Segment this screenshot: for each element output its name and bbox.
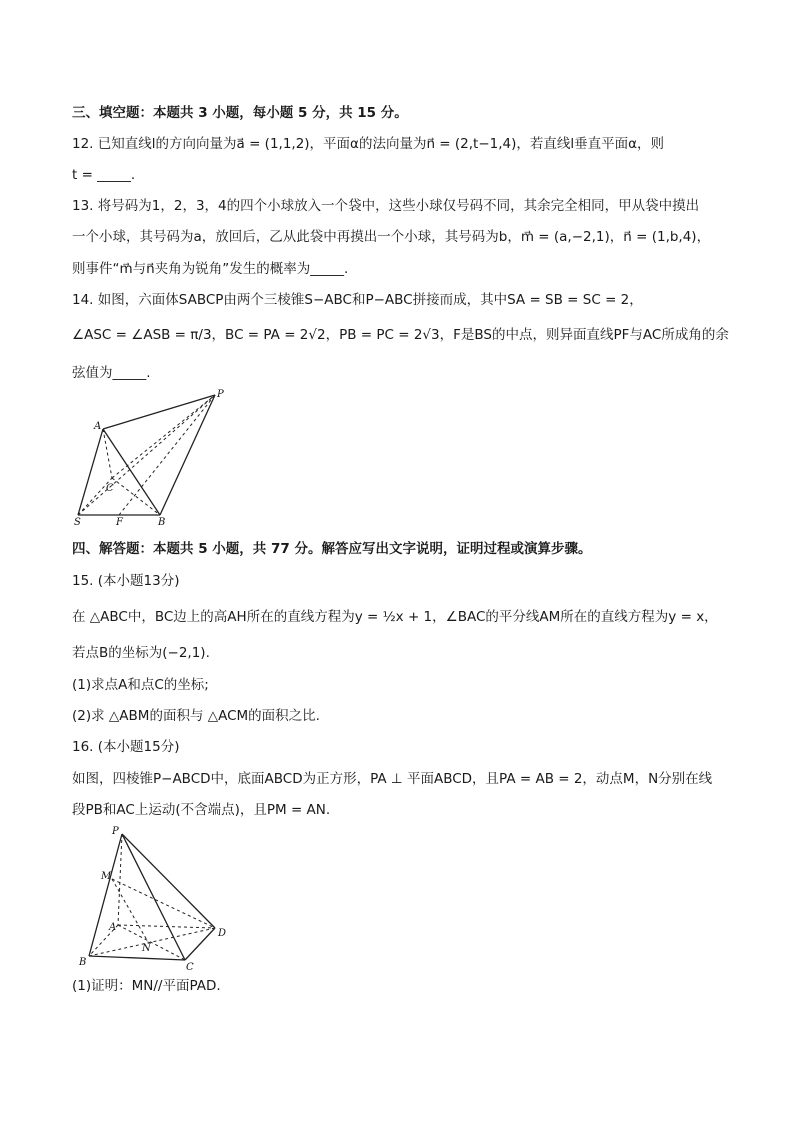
q12-line-2: t = _____. — [72, 167, 136, 183]
q13-line-1: 13. 将号码为1，2，3，4的四个小球放入一个袋中，这些小球仅号码不同，其余完全相同，甲从袋中摸出 — [72, 198, 700, 214]
q16-title: 16. (本小题15分) — [72, 739, 180, 755]
segment-MD — [112, 879, 215, 928]
label-C: C — [186, 962, 194, 973]
q13-line-3: 则事件“m⃗与n⃗夹角为锐角”发生的概率为_____. — [72, 261, 349, 277]
edge-AD — [118, 925, 215, 928]
q16-part-1: (1)证明：MN//平面PAD. — [72, 978, 221, 994]
label-M: M — [101, 871, 112, 882]
edge-PB — [89, 834, 122, 956]
edge-AS — [78, 429, 103, 515]
label-P: P — [112, 826, 119, 837]
section-3-heading: 三、填空题：本题共 3 小题，每小题 5 分，共 15 分。 — [72, 105, 408, 121]
label-B: B — [79, 957, 87, 968]
q16-line-2: 段PB和AC上运动(不含端点)，且PM = AN. — [72, 802, 331, 818]
edge-PB — [160, 395, 215, 515]
label-P: P — [217, 389, 224, 400]
q16-figure — [76, 824, 236, 978]
q14-line-1: 14. 如图，六面体SABCP由两个三棱锥S−ABC和P−ABC拼接而成，其中SA = SB = SC = 2， — [72, 292, 643, 308]
label-B: B — [158, 517, 166, 528]
segment-FP — [119, 395, 215, 515]
segment-MN — [112, 879, 148, 942]
segment-SP — [78, 395, 215, 515]
edge-BC — [89, 956, 185, 960]
edge-AB — [103, 429, 160, 515]
pyramid-diagram — [76, 824, 236, 974]
label-A: A — [109, 922, 117, 933]
edge-CB — [112, 478, 160, 515]
label-S: S — [74, 517, 81, 528]
q12-line-1: 12. 已知直线l的方向向量为a⃗ = (1,1,2)，平面α的法向量为n⃗ = (2,t−1,4)，若直线l垂直平面α，则 — [72, 136, 665, 152]
edge-PC — [122, 834, 185, 960]
q15-part-2: (2)求 △ABM的面积与 △ACM的面积之比. — [72, 708, 320, 724]
q15-line-1: 在 △ABC中，BC边上的高AH所在的直线方程为y = ½x + 1，∠BAC的平分线AM所在的直线方程为y = x， — [72, 609, 718, 625]
label-D: D — [218, 928, 227, 939]
q15-line-2: 若点B的坐标为(−2,1). — [72, 645, 210, 661]
edge-PD — [122, 834, 215, 928]
q14-line-3: 弦值为_____. — [72, 365, 151, 381]
label-F: F — [116, 517, 123, 528]
label-C: C — [106, 483, 114, 494]
q14-figure — [72, 386, 232, 532]
section-4-heading: 四、解答题：本题共 5 小题，共 77 分。解答应写出文字说明，证明过程或演算步骤。 — [72, 541, 592, 557]
diagonal-BD — [89, 928, 215, 956]
edge-CD — [185, 928, 215, 960]
q15-title: 15. (本小题13分) — [72, 573, 180, 589]
edge-CP — [112, 395, 215, 478]
q14-line-2: ∠ASC = ∠ASB = π/3，BC = PA = 2√2，PB = PC = 2√3，F是BS的中点，则异面直线PF与AC所成角的余 — [72, 327, 729, 343]
diagonal-AC — [118, 925, 185, 960]
q15-part-1: (1)求点A和点C的坐标; — [72, 677, 209, 693]
hexahedron-diagram — [72, 386, 232, 528]
q13-line-2: 一个小球，其号码为a，放回后，乙从此袋中再摸出一个小球，其号码为b，m⃗ = (a,−2,1)，n⃗ = (1,b,4)， — [72, 229, 711, 245]
label-A: A — [94, 421, 102, 432]
edge-AP — [103, 395, 215, 429]
label-N: N — [142, 943, 151, 954]
q16-line-1: 如图，四棱锥P−ABCD中，底面ABCD为正方形，PA ⊥ 平面ABCD，且PA = AB = 2，动点M，N分别在线 — [72, 771, 713, 787]
